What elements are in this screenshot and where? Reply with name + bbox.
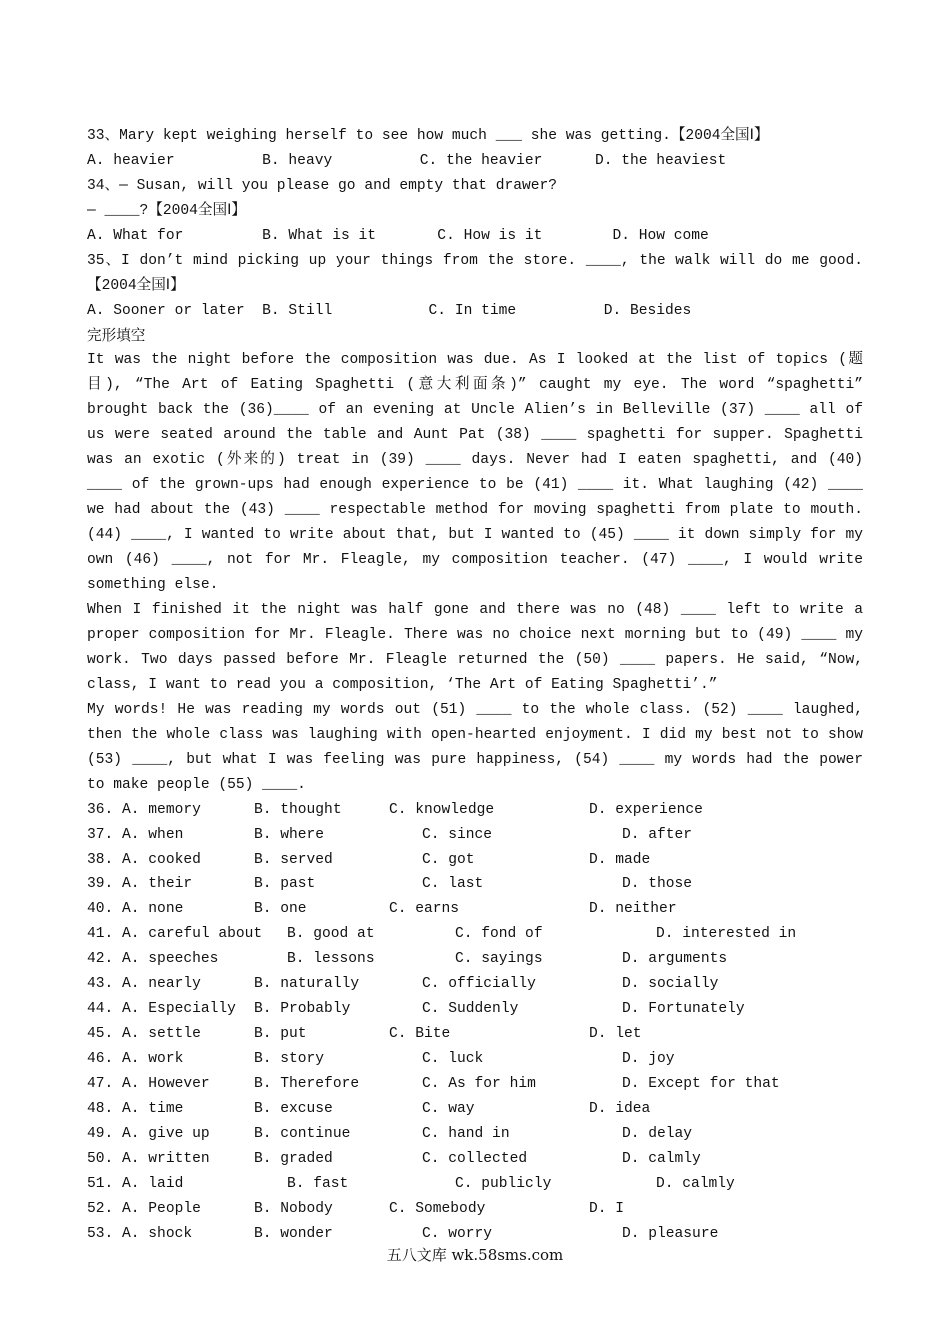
choice-a: 39. A. their	[87, 876, 193, 893]
choice-row	[87, 947, 863, 972]
choice-c: C. got	[422, 851, 475, 868]
choice-c: C. As for him	[422, 1075, 536, 1092]
choice-row	[87, 972, 863, 997]
choice-row	[87, 1197, 863, 1222]
cloze-choices	[87, 798, 863, 1247]
choice-a: 50. A. written	[87, 1150, 210, 1167]
choice-d: D. delay	[622, 1125, 693, 1142]
choice-b: B. naturally	[254, 976, 360, 993]
choice-a: 51. A. laid	[87, 1175, 184, 1192]
choice-a: 48. A. time	[87, 1100, 184, 1117]
choice-d: D. socially	[622, 976, 719, 993]
cloze-paragraph: When I finished it the night was half gone and there was no (48) ____ left to write a proper composition for Mr. Fleagle. There was no choice next morning but to (49) ____ my work. Two days passed before Mr. Fleagle returned the (50) ____ papers. He said, “Now, class, I want to read you a composition, ‘The Art of Eating Spaghetti’.”	[87, 602, 863, 693]
question-35-stem: 35、I don’t mind picking up your things from the store. ____, the walk will do me good.【2004全国Ⅰ】	[87, 252, 863, 294]
choice-row	[87, 997, 863, 1022]
choice-d: D. neither	[589, 901, 677, 918]
choice-a: 44. A. Especially	[87, 1001, 236, 1018]
choice-d: D. arguments	[622, 951, 728, 968]
question-33-options: A. heavier B. heavy C. the heavier D. the heaviest	[87, 152, 727, 169]
choice-row	[87, 798, 863, 823]
choice-b: B. past	[254, 876, 316, 893]
choice-a: 49. A. give up	[87, 1125, 210, 1142]
choice-b: B. served	[254, 851, 333, 868]
choice-d: D. made	[589, 851, 651, 868]
choice-row	[87, 872, 863, 897]
choice-c: C. officially	[422, 976, 536, 993]
choice-a: 41. A. careful about	[87, 926, 263, 943]
choice-a: 46. A. work	[87, 1051, 184, 1067]
choice-c: C. sayings	[455, 951, 543, 968]
question-34-reply: — ____?【2004全国Ⅰ】	[87, 202, 247, 219]
choice-row	[87, 1222, 863, 1247]
choice-b: B. Probably	[254, 1001, 351, 1018]
choice-d: D. calmly	[656, 1175, 735, 1192]
choice-d: D. joy	[622, 1051, 675, 1067]
footer-watermark: 五八文库 wk.58sms.com	[386, 1246, 564, 1264]
choice-row	[87, 922, 863, 947]
choice-b: B. fast	[287, 1175, 349, 1192]
question-35-options: A. Sooner or later B. Still C. In time D. Besides	[87, 302, 692, 319]
choice-c: C. publicly	[455, 1175, 552, 1192]
choice-row	[87, 1022, 863, 1047]
choice-c: C. hand in	[422, 1125, 510, 1142]
choice-a: 38. A. cooked	[87, 851, 201, 868]
choice-a: 42. A. speeches	[87, 951, 219, 968]
choice-b: B. put	[254, 1026, 307, 1043]
choice-c: C. Bite	[389, 1026, 451, 1043]
choice-a: 36. A. memory	[87, 801, 201, 818]
choice-row	[87, 1047, 863, 1072]
choice-b: B. where	[254, 826, 325, 843]
choice-row	[87, 1072, 863, 1097]
choice-b: B. excuse	[254, 1100, 333, 1117]
choice-a: 43. A. nearly	[87, 976, 201, 993]
question-33-stem: 33、Mary kept weighing herself to see how much ___ she was getting.【2004全国Ⅰ】	[87, 128, 769, 144]
choice-a: 37. A. when	[87, 826, 184, 843]
choice-a: 40. A. none	[87, 901, 184, 918]
choice-c: C. luck	[422, 1051, 484, 1067]
choice-b: B. graded	[254, 1150, 333, 1167]
choice-c: C. knowledge	[389, 801, 495, 818]
choice-b: B. Nobody	[254, 1200, 333, 1217]
choice-b: B. wonder	[254, 1225, 333, 1242]
choice-d: D. after	[622, 826, 693, 843]
choice-b: B. Therefore	[254, 1075, 360, 1092]
choice-a: 52. A. People	[87, 1200, 201, 1217]
choice-d: D. idea	[589, 1100, 651, 1117]
choice-row	[87, 848, 863, 873]
exam-content	[87, 124, 863, 1247]
choice-d: D. let	[589, 1026, 642, 1043]
choice-d: D. those	[622, 876, 693, 893]
choice-d: D. I	[589, 1200, 625, 1217]
choice-c: C. since	[422, 826, 493, 843]
choice-c: C. way	[422, 1100, 475, 1117]
choice-b: B. lessons	[287, 951, 375, 968]
question-34-stem: 34、— Susan, will you please go and empty that drawer?	[87, 177, 557, 194]
choice-a: 47. A. However	[87, 1075, 210, 1092]
cloze-paragraph: It was the night before the composition was due. As I looked at the list of topics (题目), “The Art of Eating Spaghetti (意大利面条)” caught my eye. The word “spaghetti” brought back the (36)____ of an evening at Uncle Alien’s in Belleville (37) ____ all of us were seated around the table and Aunt Pat (38) ____ spaghetti for supper. Spaghetti was an exotic (外来的) treat in (39) ____ days. Never had I eaten spaghetti, and (40) ____ of the grown-ups had enough experience to be (41) ____ it. What laughing (42) ____ we had about the (43) ____ respectable method for moving spaghetti from plate to mouth. (44) ____, I wanted to write about that, but I wanted to (45) ____ it down simply for my own (46) ____, not for Mr. Fleagle, my composition teacher. (47) ____, I would write something else.	[87, 352, 863, 594]
choice-a: 53. A. shock	[87, 1225, 193, 1242]
choice-d: D. calmly	[622, 1150, 701, 1167]
choice-c: C. fond of	[455, 926, 543, 943]
choice-a: 45. A. settle	[87, 1026, 201, 1043]
choice-d: D. Except for that	[622, 1075, 780, 1092]
choice-row	[87, 897, 863, 922]
choice-c: C. Somebody	[389, 1200, 486, 1217]
choice-b: B. good at	[287, 926, 375, 943]
cloze-heading: 完形填空	[87, 326, 146, 344]
question-34-options: A. What for B. What is it C. How is it D. How come	[87, 227, 709, 244]
choice-c: C. worry	[422, 1225, 493, 1242]
choice-c: C. collected	[422, 1150, 528, 1167]
choice-d: D. pleasure	[622, 1225, 719, 1242]
choice-row	[87, 1172, 863, 1197]
choice-b: B. continue	[254, 1125, 351, 1142]
choice-b: B. story	[254, 1051, 325, 1067]
cloze-paragraph: My words! He was reading my words out (51) ____ to the whole class. (52) ____ laughed, then the whole class was laughing with open-hearted enjoyment. I did my best not to show (53) ____, but what I was feeling was pure happiness, (54) ____ my words had the power to make people (55) ____.	[87, 701, 863, 793]
choice-c: C. last	[422, 876, 484, 893]
choice-d: D. experience	[589, 801, 703, 818]
choice-c: C. earns	[389, 901, 460, 918]
choice-d: D. Fortunately	[622, 1001, 745, 1018]
choice-d: D. interested in	[656, 926, 797, 943]
choice-b: B. one	[254, 901, 307, 918]
choice-row	[87, 1097, 863, 1122]
choice-b: B. thought	[254, 801, 342, 818]
choice-row	[87, 1147, 863, 1172]
choice-row	[87, 1122, 863, 1147]
choice-c: C. Suddenly	[422, 1001, 519, 1018]
choice-row	[87, 823, 863, 848]
